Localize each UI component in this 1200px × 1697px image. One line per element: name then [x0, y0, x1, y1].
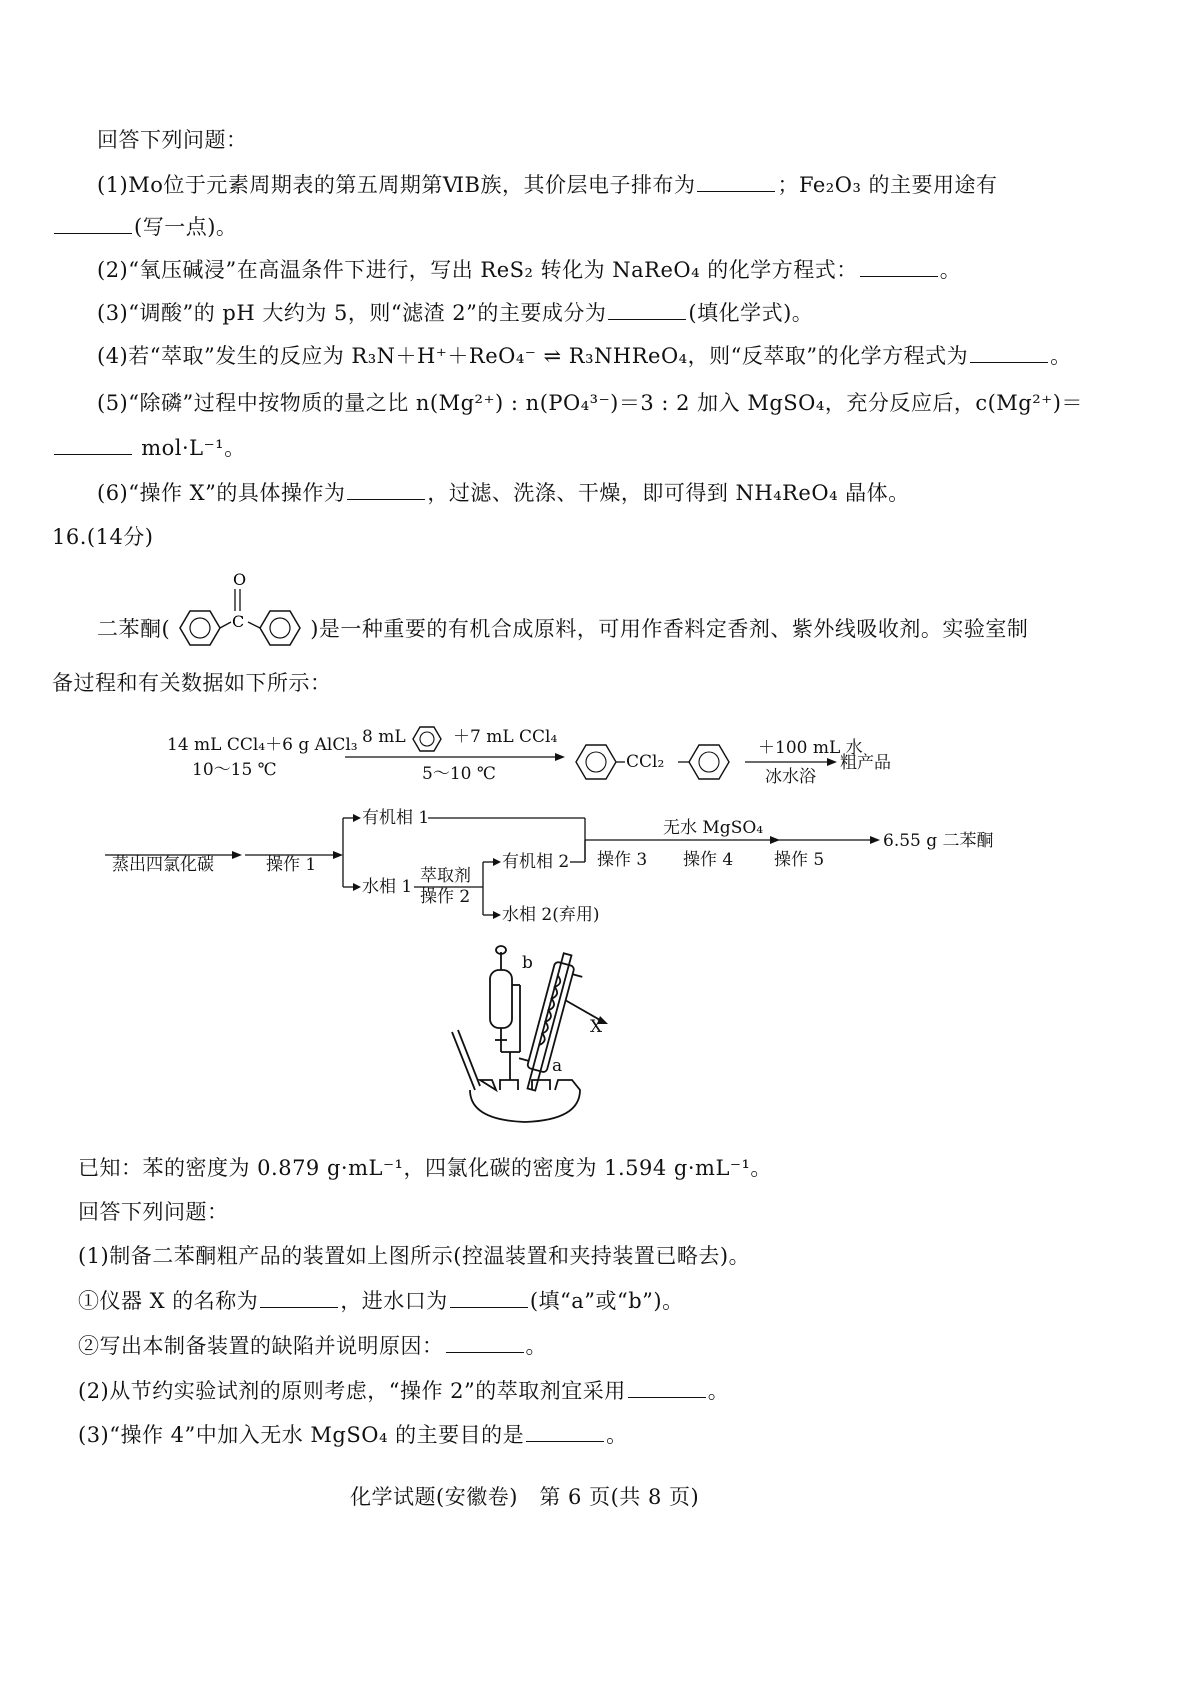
- question-5-line-1: (5)“除磷”过程中按物质的量之比 n(Mg²⁺) : n(PO₄³⁻)＝3 : 2 加入 MgSO₄，充分反应后，c(Mg²⁺)＝: [97, 391, 1083, 415]
- question-16-1: (1)制备二苯酮粗产品的装置如上图所示(控温装置和夹持装置已略去)。: [78, 1244, 751, 1268]
- question-16-number: 16.(14分): [52, 525, 154, 549]
- final-product: 6.55 g 二苯酮: [883, 831, 994, 851]
- anhydrous-mgso4: 无水 MgSO₄: [663, 818, 764, 838]
- answer-blank[interactable]: [446, 1332, 524, 1353]
- question-1-line-2: (写一点)。: [52, 212, 237, 242]
- known-data: 已知：苯的密度为 0.879 g·mL⁻¹，四氯化碳的密度为 1.594 g·mL⁻¹。: [78, 1156, 772, 1180]
- benzene-ring-icon: [576, 745, 616, 779]
- temp-left: 10～15 ℃: [192, 760, 277, 780]
- instrument-x-label: X: [590, 1017, 603, 1037]
- arrow1-top-b: ＋7 mL CCl₄: [453, 727, 558, 747]
- answer-prompt-16: 回答下列问题：: [78, 1200, 229, 1224]
- step-evaporate: 蒸出四氯化碳: [112, 855, 214, 875]
- answer-blank[interactable]: [628, 1377, 706, 1398]
- question-6: (6)“操作 X”的具体操作为 ，过滤、洗涤、干燥，即可得到 NH₄ReO₄ 晶体。: [97, 481, 910, 505]
- question-16-2: (2)从节约实验试剂的原则考虑，“操作 2”的萃取剂宜采用 。: [78, 1379, 730, 1403]
- product-dichloro: CCl₂: [626, 752, 665, 772]
- answer-blank[interactable]: [526, 1421, 604, 1442]
- question-2: (2)“氧压碱浸”在高温条件下进行，写出 ReS₂ 转化为 NaReO₄ 的化学方程式： 。: [97, 258, 962, 282]
- aqueous-phase-1: 水相 1: [362, 877, 413, 897]
- answer-blank[interactable]: [697, 171, 775, 192]
- question-4: (4)若“萃取”发生的反应为 R₃N＋H⁺＋ReO₄⁻ ⇌ R₃NHReO₄，则“反萃取”的化学方程式为 。: [97, 344, 1072, 368]
- answer-blank[interactable]: [860, 256, 938, 277]
- operation-4: 操作 4: [683, 850, 734, 870]
- organic-phase-2: 有机相 2: [502, 852, 570, 872]
- arrow1-bottom: 5～10 ℃: [422, 764, 496, 784]
- arrow2-top: ＋100 mL 水: [758, 738, 863, 758]
- operation-1: 操作 1: [266, 855, 317, 875]
- question-16-1-2: ②写出本制备装置的缺陷并说明原因： 。: [78, 1334, 547, 1358]
- arrow2-bottom: 冰水浴: [765, 767, 816, 787]
- apparatus-diagram: [440, 940, 660, 1125]
- aqueous-phase-2: 水相 2(弃用): [502, 905, 600, 925]
- answer-blank[interactable]: [450, 1287, 528, 1308]
- carbon-atom: C: [232, 612, 245, 631]
- answer-prompt: 回答下列问题：: [97, 128, 248, 152]
- benzene-ring-icon: [413, 727, 441, 751]
- extractant-label: 萃取剂: [420, 866, 471, 886]
- answer-blank[interactable]: [970, 342, 1048, 363]
- answer-blank[interactable]: [260, 1287, 338, 1308]
- answer-blank[interactable]: [608, 299, 686, 320]
- answer-blank[interactable]: [54, 434, 132, 455]
- synthesis-flowchart: [100, 715, 1100, 935]
- operation-3: 操作 3: [597, 850, 648, 870]
- inlet-b-label: b: [522, 953, 533, 973]
- answer-blank[interactable]: [54, 213, 132, 234]
- page-footer: 化学试题(安徽卷) 第 6 页(共 8 页): [350, 1485, 700, 1509]
- answer-blank[interactable]: [347, 479, 425, 500]
- oxygen-atom: O: [233, 570, 247, 589]
- reagents-left: 14 mL CCl₄＋6 g AlCl₃: [167, 735, 358, 755]
- question-5-line-2: mol·L⁻¹。: [52, 433, 246, 463]
- inlet-a-label: a: [552, 1056, 563, 1076]
- organic-phase-1: 有机相 1: [362, 808, 430, 828]
- crude-product: 粗产品: [840, 753, 891, 773]
- intro-line-2: 备过程和有关数据如下所示：: [52, 671, 332, 695]
- intro-line-1: 二苯酮( )是一种重要的有机合成原料，可用作香料定香剂、紫外线吸收剂。实验室制: [97, 617, 1029, 641]
- benzene-ring-icon: [689, 745, 729, 779]
- operation-2: 操作 2: [420, 887, 471, 907]
- arrow1-top: 8 mL: [362, 727, 406, 747]
- operation-5: 操作 5: [774, 850, 825, 870]
- question-1-line-1: (1)Mo位于元素周期表的第五周期第ⅥB族，其价层电子排布为 ；Fe₂O₃ 的主要用途有: [97, 173, 998, 197]
- question-3: (3)“调酸”的 pH 大约为 5，则“滤渣 2”的主要成分为 (填化学式)。: [97, 301, 814, 325]
- question-16-1-1: ①仪器 X 的名称为 ，进水口为 (填“a”或“b”)。: [78, 1289, 684, 1313]
- question-16-3: (3)“操作 4”中加入无水 MgSO₄ 的主要目的是 。: [78, 1423, 628, 1447]
